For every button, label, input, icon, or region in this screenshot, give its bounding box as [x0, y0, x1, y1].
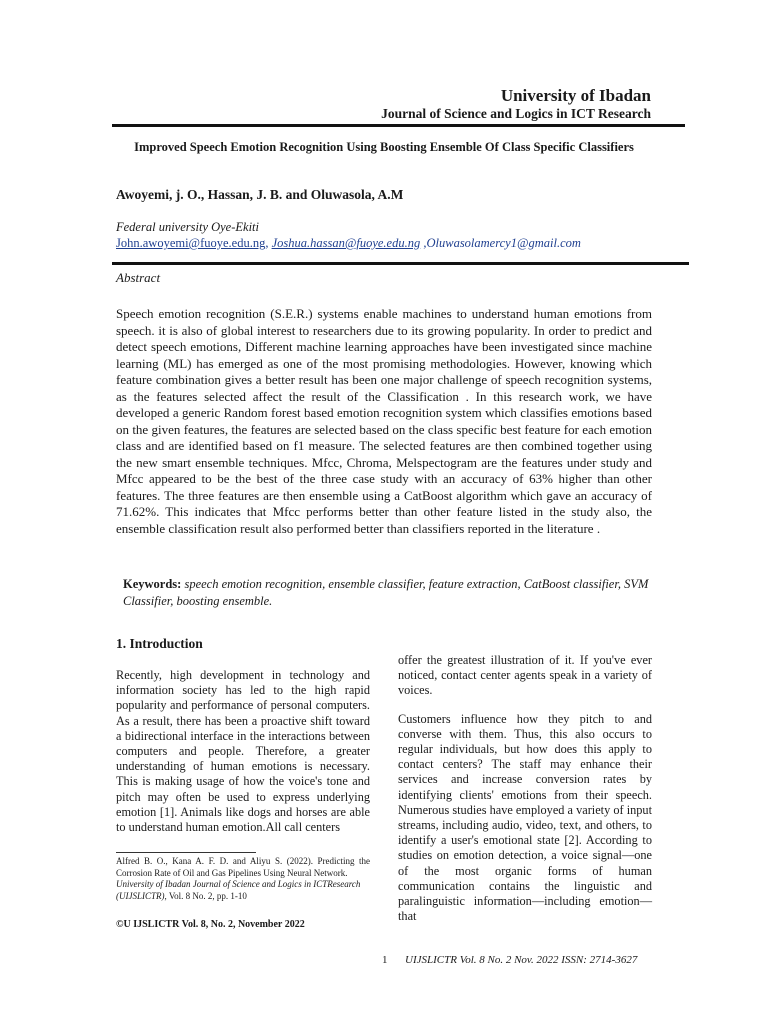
page-number: 1	[382, 954, 388, 966]
journal-name: Journal of Science and Logics in ICT Research	[381, 106, 651, 121]
keywords-text: speech emotion recognition, ensemble classifier, feature extraction, CatBoost classifier, SVM Classifier, boosting ensemble.	[123, 577, 649, 608]
intro-paragraph-3: Customers influence how they pitch to and converse with them. Thus, this also occurs to regular individuals, but how does this apply to contact centers? The staff may enhance their services and increase conversion rates by identifying clients' emotions from their speech. Numerous studies have employed a variety of input streams, including audio, video, text, and others, to identify a user's emotional state [2]. According to studies on emotion detection, a voice signal—one of the most organic forms of human communication contains the linguistic and paralinguistic information—including emotion—that	[398, 711, 652, 924]
author-affiliation: Federal university Oye-Ekiti	[116, 220, 259, 234]
header-rule	[112, 124, 685, 127]
paper-authors: Awoyemi, j. O., Hassan, J. B. and Oluwasola, A.M	[116, 187, 404, 202]
intro-column-right	[398, 653, 652, 937]
abstract-text: Speech emotion recognition (S.E.R.) systems enable machines to understand human emotions from speech. it is also of global interest to researchers due to its growing popularity. In order to predict and detect speech emotions, Different machine learning approaches have been investigated since machine learning (ML) has emerged as one of the most promising methodologies. However, knowing which feature combination gives a better result has been one major challenge of speech recognition systems, as the features selected affect the result of the Classification . In this research work, we have developed a generic Random forest based emotion recognition system which classifies emotions based on the given features, the features are selected based on the class specific best feature for each emotion class and are identified based on f1 measure. The selected features are then combined together using the new smart ensemble techniques. Mfcc, Chroma, Melspectogram are the features under study and Mfcc appeared to be the best of the three case study with an accuracy of 63% higher than other features. The three features are then ensemble using a CatBoost algorithm which gave an accuracy of 71.62%. This indicates that Mfcc performs better than other feature listed in the study also, the ensemble classification result also performed better than classifiers reported in the literature .	[116, 306, 652, 536]
keywords-label: Keywords:	[123, 577, 182, 591]
citation-journal: University of Ibadan Journal of Science and Logics in ICTResearch (UIJSLICTR)	[116, 879, 361, 901]
citation-footnote	[116, 856, 370, 902]
email-text-3: ,Oluwasolamercy1@gmail.com	[420, 236, 581, 250]
email-link-1[interactable]: John.awoyemi@fuoye.edu.ng	[116, 236, 266, 250]
university-name: University of Ibadan	[500, 86, 651, 105]
intro-paragraph-1: Recently, high development in technology and information society has led to the high rapid popularity and performance of personal computers. As a result, there has been a proactive shift toward a bidirectional interface in the interactions between computers and people. Therefore, a greater understanding of human emotions is necessary. This is making usage of how the voice's tone and pitch may often be used to express underlying emotion [1]. Animals like dogs and horses are able to understand human emotion.All call centers	[116, 668, 370, 835]
paper-title: Improved Speech Emotion Recognition Using Boosting Ensemble Of Class Specific Classifiers	[134, 140, 634, 154]
author-emails	[116, 236, 581, 251]
citation-volume: , Vol. 8 No. 2, pp. 1-10	[164, 890, 247, 901]
email-separator: ,	[265, 236, 272, 250]
abstract-heading: Abstract	[116, 270, 161, 285]
running-footer: UIJSLICTR Vol. 8 No. 2 Nov. 2022 ISSN: 2714-3627	[405, 954, 638, 966]
keywords	[123, 576, 653, 609]
email-link-2[interactable]: Joshua.hassan@fuoye.edu.ng	[271, 236, 421, 250]
introduction-heading: 1. Introduction	[116, 636, 203, 651]
citation-authors: Alfred B. O., Kana A. F. D. and Aliyu S. (2022). Predicting the Corrosion Rate of Oil and Gas Pipelines Using Neural Network.	[116, 856, 370, 878]
abstract-rule	[112, 262, 689, 265]
footnote-rule	[116, 852, 256, 853]
intro-column-left	[116, 668, 370, 835]
intro-paragraph-2: offer the greatest illustration of it. If you've ever noticed, contact center agents speak in a variety of voices.	[398, 653, 652, 698]
copyright-notice: ©U IJSLICTR Vol. 8, No. 2, November 2022	[116, 919, 305, 930]
